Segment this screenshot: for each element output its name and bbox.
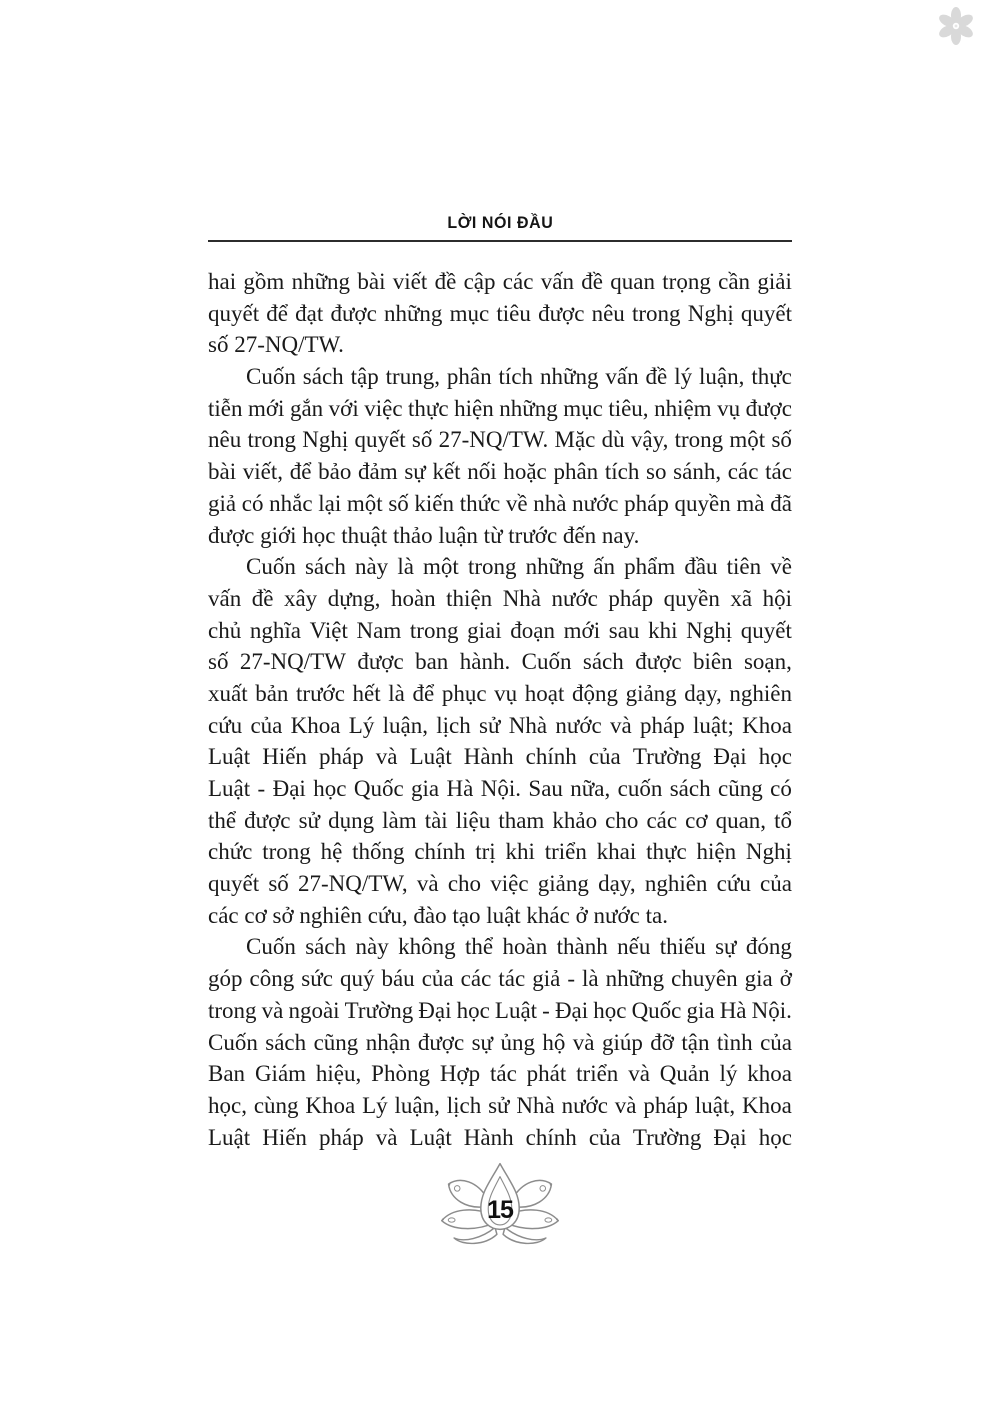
text-line: thể được sử dụng làm tài liệu tham khảo cho các cơ quan, tổ	[208, 807, 792, 833]
text-line: tiễn mới gắn với việc thực hiện những mục tiêu, nhiệm vụ được	[208, 395, 792, 421]
text-line: Luật Hiến pháp và Luật Hành chính của Trường Đại học	[208, 1124, 792, 1150]
text-line: các cơ sở nghiên cứu, đào tạo luật khác ở nước ta.	[208, 902, 668, 928]
text-line: bài viết, để bảo đảm sự kết nối hoặc phân tích so sánh, các tác	[208, 459, 792, 485]
text-line: hai gồm những bài viết đề cập các vấn đề quan trọng cần giải	[208, 269, 792, 294]
text-line: xuất bản trước hết là để phục vụ hoạt động giảng dạy, nghiên	[208, 680, 792, 706]
text-line: quyết số 27-NQ/TW, và cho việc giảng dạy, nghiên cứu của	[208, 871, 792, 897]
body-text	[208, 266, 792, 1153]
text-line: số 27-NQ/TW.	[208, 332, 344, 358]
running-header	[208, 213, 792, 242]
text-line: nêu trong Nghị quyết số 27-NQ/TW. Mặc dù vậy, trong một số	[208, 427, 792, 453]
text-line: Cuốn sách tập trung, phân tích những vấn đề lý luận, thực	[246, 364, 792, 390]
text-line: Cuốn sách cũng nhận được sự ủng hộ và giúp đỡ tận tình của	[208, 1029, 792, 1055]
text-line: vấn đề xây dựng, hoàn thiện Nhà nước pháp quyền xã hội	[208, 585, 792, 611]
text-line: chủ nghĩa Việt Nam trong giai đoạn mới sau khi Nghị quyết	[208, 617, 792, 643]
text-line: Ban Giám hiệu, Phòng Hợp tác phát triển và Quản lý khoa	[208, 1061, 792, 1087]
text-line: được giới học thuật thảo luận từ trước đến nay.	[208, 522, 640, 548]
text-line: Cuốn sách này là một trong những ấn phẩm đầu tiên về	[246, 554, 792, 580]
page-number: 15	[487, 1196, 513, 1224]
text-line: giả có nhắc lại một số kiến thức về nhà nước pháp quyền mà đã	[208, 490, 792, 516]
flower-ornament-icon	[936, 6, 976, 46]
text-line: học, cùng Khoa Lý luận, lịch sử Nhà nước và pháp luật, Khoa	[208, 1092, 792, 1118]
page-footer	[438, 1160, 562, 1254]
text-line: góp công sức quý báu của các tác giả - là những chuyên gia ở	[208, 966, 792, 992]
text-line: số 27-NQ/TW được ban hành. Cuốn sách được biên soạn,	[208, 649, 792, 675]
text-line: Luật Hiến pháp và Luật Hành chính của Trường Đại học	[208, 744, 792, 770]
text-line: cứu của Khoa Lý luận, lịch sử Nhà nước và pháp luật; Khoa	[208, 712, 792, 738]
text-line: quyết để đạt được những mục tiêu được nêu trong Nghị quyết	[208, 300, 792, 326]
page-title: LỜI NÓI ĐẦU	[447, 213, 553, 232]
text-line: Luật - Đại học Quốc gia Hà Nội. Sau nữa, cuốn sách cũng có	[208, 776, 792, 801]
text-line: trong và ngoài Trường Đại học Luật - Đại học Quốc gia Hà Nội.	[208, 997, 792, 1023]
text-line: chức trong hệ thống chính trị khi triển khai thực hiện Nghị	[208, 839, 792, 865]
text-line: Cuốn sách này không thể hoàn thành nếu thiếu sự đóng	[246, 934, 792, 960]
